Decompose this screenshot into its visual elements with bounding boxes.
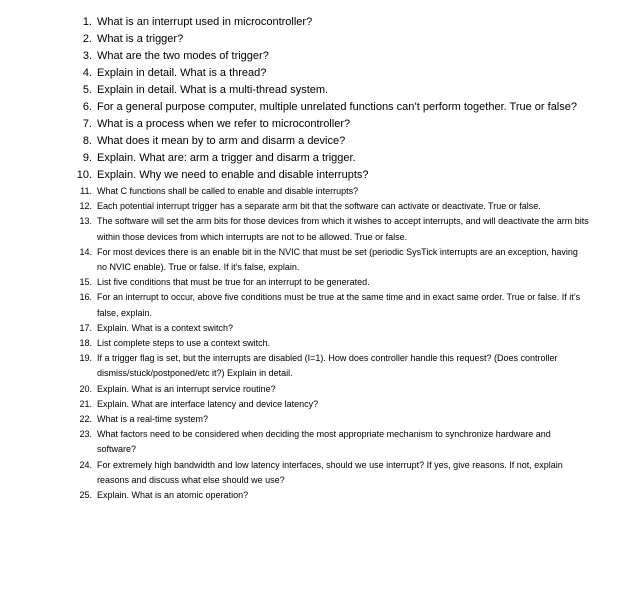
item-number: 1.	[82, 16, 92, 28]
item-text: For a general purpose computer, multiple unrelated functions can’t perform together. True or false?	[97, 101, 577, 113]
item-number: 17.	[79, 322, 92, 333]
item-number: 13.	[79, 216, 92, 227]
list-item	[70, 150, 590, 167]
list-item	[70, 397, 590, 412]
item-number: 25.	[79, 490, 92, 501]
item-number: 7.	[82, 118, 92, 130]
item-number: 2.	[82, 33, 92, 45]
list-item	[70, 290, 590, 320]
list-item	[70, 14, 590, 31]
list-item	[70, 184, 590, 199]
list-item	[70, 382, 590, 397]
item-text: Each potential interrupt trigger has a separate arm bit that the software can activate or deactivate. True or false.	[97, 201, 541, 212]
item-number: 20.	[79, 383, 92, 394]
list-item	[70, 48, 590, 65]
list-item	[70, 167, 590, 184]
list-item	[70, 458, 590, 488]
item-text: What is a real-time system?	[97, 414, 209, 425]
list-item	[70, 99, 590, 116]
item-text: For most devices there is an enable bit in the NVIC that must be set (periodic SysTick interrupts are an exception, having no NVIC enable). True or false. If it’s false, explain.	[97, 246, 578, 273]
item-number: 6.	[82, 101, 92, 113]
item-text: What are the two modes of trigger?	[97, 50, 269, 62]
list-item	[70, 214, 590, 244]
item-number: 12.	[79, 201, 92, 212]
item-number: 3.	[82, 50, 92, 62]
list-item	[70, 351, 590, 381]
item-number: 9.	[82, 152, 92, 164]
list-item	[70, 427, 590, 457]
item-text: Explain. What is a context switch?	[97, 322, 234, 333]
item-number: 21.	[79, 398, 92, 409]
item-number: 19.	[79, 353, 92, 364]
item-number: 16.	[79, 292, 92, 303]
item-text: Explain. What is an atomic operation?	[97, 490, 249, 501]
item-text: What C functions shall be called to enable and disable interrupts?	[97, 186, 359, 196]
item-text: Explain. Why we need to enable and disable interrupts?	[97, 169, 369, 181]
item-text: List five conditions that must be true for an interrupt to be generated.	[97, 277, 370, 288]
item-number: 8.	[82, 135, 92, 147]
item-text: What is a trigger?	[97, 33, 184, 45]
item-number: 24.	[79, 459, 92, 470]
item-number: 5.	[82, 84, 92, 96]
item-number: 11.	[80, 186, 92, 196]
list-item	[70, 275, 590, 290]
list-item	[70, 336, 590, 351]
item-text: Explain. What are: arm a trigger and disarm a trigger.	[97, 152, 356, 164]
question-list	[70, 14, 590, 503]
item-text: What is an interrupt used in microcontroller?	[97, 16, 313, 28]
list-item	[70, 116, 590, 133]
list-item	[70, 488, 590, 503]
item-text: If a trigger flag is set, but the interrupts are disabled (I=1). How does controller handle this request? (Does controller dismiss/stuck/postponed/etc it?) Explain in detail.	[97, 353, 558, 379]
list-item	[70, 65, 590, 82]
item-text: For an interrupt to occur, above five conditions must be true at the same time and in exact same order. True or false. If it’s false, explain.	[97, 292, 581, 318]
item-text: The software will set the arm bits for those devices from which it wishes to accept interrupts, and will deactivate the arm bits within those devices from which interrupts are not to be allowed. True or false.	[97, 216, 589, 242]
item-text: List complete steps to use a context switch.	[97, 338, 271, 349]
item-text: Explain. What are interface latency and device latency?	[97, 398, 319, 409]
item-text: What factors need to be considered when deciding the most appropriate mechanism to synchronize hardware and software?	[97, 429, 551, 455]
item-number: 23.	[79, 429, 92, 440]
item-number: 10.	[76, 169, 92, 181]
list-item	[70, 31, 590, 48]
list-item	[70, 321, 590, 336]
item-number: 18.	[79, 338, 92, 349]
item-text: What is a process when we refer to microcontroller?	[97, 118, 351, 130]
item-number: 15.	[79, 277, 92, 288]
item-number: 14.	[79, 246, 92, 257]
item-text: What does it mean by to arm and disarm a device?	[97, 135, 346, 147]
item-number: 4.	[82, 67, 92, 79]
item-number: 22.	[79, 414, 92, 425]
list-item	[70, 245, 590, 275]
item-text: For extremely high bandwidth and low latency interfaces, should we use interrupt? If yes, give reasons. If not, explain reasons and discuss what else should we use?	[97, 459, 563, 485]
item-text: Explain. What is an interrupt service routine?	[97, 383, 276, 394]
list-item	[70, 133, 590, 150]
item-text: Explain in detail. What is a multi-thread system.	[97, 84, 329, 96]
list-item	[70, 199, 590, 214]
list-item	[70, 82, 590, 99]
list-item	[70, 412, 590, 427]
item-text: Explain in detail. What is a thread?	[97, 67, 267, 79]
